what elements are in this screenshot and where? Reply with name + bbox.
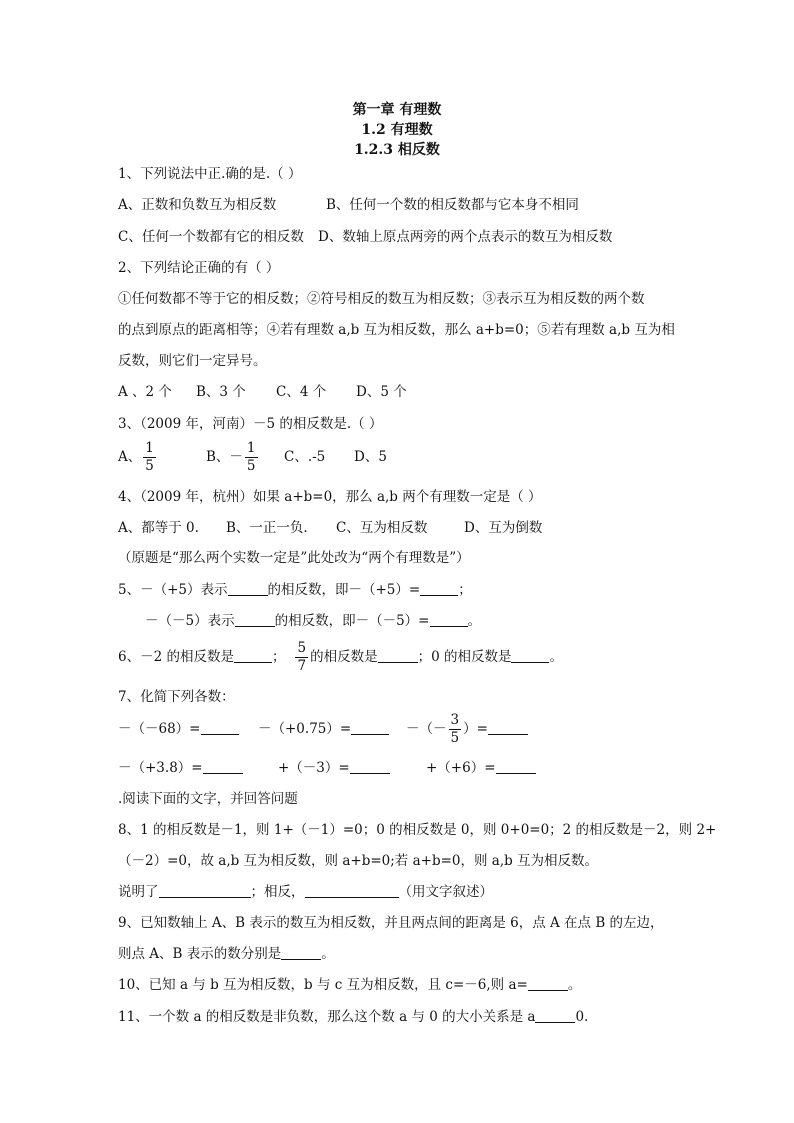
q7-expression: ）= [463,721,488,737]
q7-expression: +（－3）= [278,760,350,776]
chapter-title: 第一章 有理数 [352,102,442,118]
fraction-denominator: 7 [297,658,307,674]
q11-text: 11、一个数 a 的相反数是非负数，那么这个数 a 与 0 的大小关系是 a [118,1009,536,1025]
answer-blank[interactable] [528,976,568,991]
q4-stem: 4、（2009 年，杭州）如果 a+b=0，那么 a,b 两个有理数一定是（ ） [118,489,542,505]
q3-option-b-fraction [245,440,258,475]
q6-text: ； [271,649,286,665]
answer-blank[interactable] [281,945,321,960]
q3-option-a-label: A、 [118,449,142,465]
fraction-denominator: 5 [145,458,154,474]
fraction-numerator: 1 [246,440,256,456]
q1-options-row1 [118,195,579,215]
q3-option-b [206,440,284,475]
fraction-numerator: 1 [145,440,154,456]
fraction-numerator: 5 [297,640,307,656]
answer-blank[interactable] [351,720,389,735]
answer-blank[interactable] [159,883,251,898]
answer-blank[interactable] [488,720,528,735]
q2-stem: 2、下列结论正确的有（ ） [118,260,280,276]
q7-item [118,758,278,778]
q2-text-line3: 反数，则它们一定异号。 [118,353,267,369]
q1-option-a: A、正数和负数互为相反数 [118,197,277,213]
q3-option-b-label: B、－ [206,449,243,465]
answer-blank[interactable] [201,720,239,735]
q10-line [118,975,581,995]
q1-stem: 1、下列说法中正.确的是.（ ） [118,166,302,182]
q9-line1: 9、已知数轴上 A、B 表示的数互为相反数，并且两点间的距离是 6，点 A 在点 B 的左边， [118,915,664,931]
fraction-denominator: 5 [450,730,460,746]
q10-text: 。 [567,977,582,993]
q9-text: 。 [321,946,335,962]
q5-text: 的相反数，即－（－5）= [274,613,430,629]
q7-item [278,758,426,778]
answer-blank[interactable] [430,612,468,627]
q3-stem: 3、（2009 年，河南）－5 的相反数是.（ ） [118,416,383,432]
answer-blank[interactable] [535,1008,575,1023]
q7-expression: +（+6）= [426,760,496,776]
q11-line [118,1007,588,1027]
q3-option-d: D、5 [354,449,387,465]
answer-blank[interactable] [350,759,390,774]
q7-expression: －（+3.8）= [118,760,203,776]
q7-item [258,719,406,739]
q1-options-row2 [118,227,612,247]
q4-option-b: B、一正一负. [226,520,308,536]
q9-line2 [118,944,335,964]
q4-option-a: A、都等于 0. [118,520,199,536]
q11-text: 0. [575,1009,589,1025]
fraction-numerator: 3 [450,712,460,728]
fraction-denominator: 5 [246,458,256,474]
q3-option-c: C、.-5 [284,449,326,465]
section-title: 1.2 有理数 [361,122,433,138]
q6-line [118,640,563,675]
q7-stem: 7、化简下列各数： [118,689,235,705]
answer-blank[interactable] [420,581,458,596]
reading-intro: .阅读下面的文字，并回答问题 [118,791,298,807]
q10-text: 10、已知 a 与 b 互为相反数，b 与 c 互为相反数，且 c=－6,则 a= [118,977,528,993]
q6-fraction [295,640,308,675]
q7-item [406,712,528,747]
q3-option-a [118,440,206,475]
q5-line1 [118,580,472,600]
q6-text: 6、－2 的相反数是 [118,649,234,665]
answer-blank[interactable] [378,648,418,663]
q2-text-line2: 的点到原点的距离相等；④若有理数 a,b 互为相反数，那么 a+b=0；⑤若有理数 a,b 互为相 [118,322,675,338]
answer-blank[interactable] [234,648,272,663]
answer-blank[interactable] [511,648,549,663]
subsection-title: 1.2.3 相反数 [354,142,440,158]
q2-option-c: C、4 个 [276,384,327,400]
q6-text: 的相反数是 [310,649,378,665]
q8-line3 [118,882,493,902]
q7-row2 [118,758,536,778]
q7-expression: －（+0.75）= [258,721,352,737]
q2-option-a: A 、2 个 [118,384,172,400]
q1-option-d: D、数轴上原点两旁的两个点表示的数互为相反数 [318,229,613,245]
q7-fraction [449,712,462,747]
q8-text: ；相反， [250,884,305,900]
q5-text: 。 [467,613,481,629]
q2-option-b: B、3 个 [196,384,246,400]
q5-text: 的相反数，即－（+5）= [267,582,421,598]
q9-text: 则点 A、B 表示的数分别是 [118,946,282,962]
q8-text: 说明了 [118,884,159,900]
q4-note: （原题是“那么两个实数一定是”此处改为“两个有理数是”） [118,550,470,566]
q1-option-b: B、任何一个数的相反数都与它本身不相同 [326,197,579,213]
q2-text-line1: ①任何数都不等于它的相反数；②符号相反的数互为相反数；③表示互为相反数的两个数 [118,291,645,307]
q2-option-d: D、5 个 [356,384,407,400]
q8-line2: （－2）=0，故 a,b 互为相反数，则 a+b=0;若 a+b=0，则 a,b 互为相反数。 [118,853,599,869]
q4-option-d: D、互为倒数 [464,520,543,536]
q2-options [118,382,407,402]
q7-expression: －（－ [406,721,447,737]
q7-item [118,719,258,739]
q4-options [118,518,542,538]
answer-blank[interactable] [203,759,243,774]
q6-text: ；0 的相反数是 [417,649,512,665]
answer-blank[interactable] [228,581,268,596]
answer-blank[interactable] [496,759,536,774]
q5-line2 [145,611,481,631]
q3-option-a-fraction [143,440,156,475]
q5-text: 5、－（+5）表示 [118,582,228,598]
answer-blank[interactable] [305,883,399,898]
q5-text: －（－5）表示 [145,613,235,629]
q1-option-c: C、任何一个数都有它的相反数 [118,229,304,245]
q8-text: （用文字叙述） [398,884,493,900]
q5-text: ； [458,582,472,598]
answer-blank[interactable] [235,612,275,627]
q7-row1 [118,712,528,747]
q3-options [118,440,387,475]
q7-item [426,758,536,778]
q6-text: 。 [549,649,563,665]
q8-line1: 8、1 的相反数是－1，则 1+（－1）=0；0 的相反数是 0，则 0+0=0；2 的相反数是－2，则 2+ [118,822,717,838]
q4-option-c: C、互为相反数 [336,520,428,536]
q7-expression: －（－68）= [118,721,201,737]
